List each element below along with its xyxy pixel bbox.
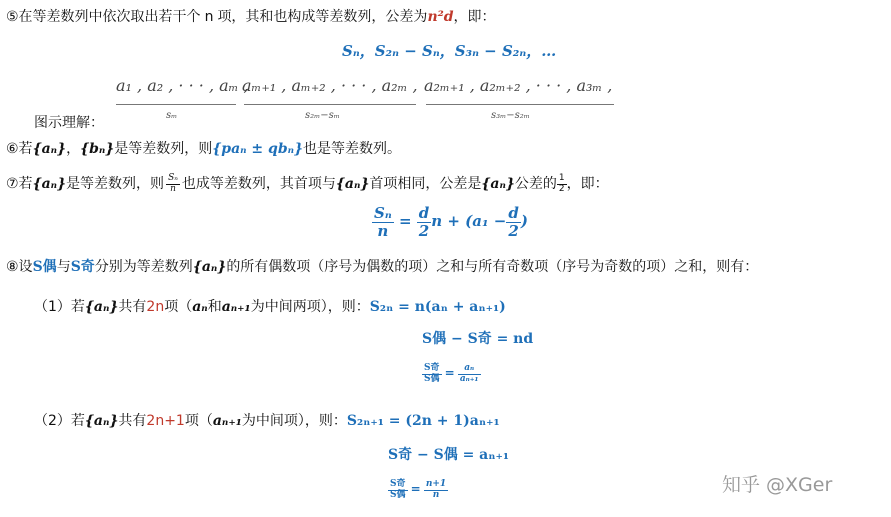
sequence-a: {aₙ} xyxy=(32,176,67,192)
diagram-label: 图示理解： xyxy=(34,115,104,131)
property-7-line xyxy=(6,173,609,194)
sequence-a: {aₙ} xyxy=(335,176,370,192)
term-group-1: a₁ , a₂ , · · · , aₘ , xyxy=(116,76,249,95)
property-7-suffix: ，即： xyxy=(566,176,609,192)
property-5-formula: Sₙ，S₂ₙ − Sₙ，S₃ₙ − S₂ₙ，… xyxy=(342,42,557,60)
property-5-prefix: ⑤在等差数列中依次取出若干个 xyxy=(6,9,201,25)
property-7-mid1: 是等差数列，则 xyxy=(66,176,165,192)
case-2-formula-ratio: $\frac{\text{S奇}}{\text{S偶}}$ = $\frac{n+1}{n}$ xyxy=(390,479,447,500)
property-6-mid: 是等差数列，则 xyxy=(114,141,213,157)
sum-odd-symbol: S奇 xyxy=(70,259,95,275)
property-5-line xyxy=(6,6,496,26)
property-7-prefix: ⑦若 xyxy=(6,176,33,192)
case-2-line: （2）若{aₙ}共有2n+1项（aₙ₊₁为中间项），则：S₂ₙ₊₁ = (2n + 1)aₙ₊₁ xyxy=(34,413,500,429)
term-group-2: aₘ₊₁ , aₘ₊₂ , · · · , a₂ₘ , xyxy=(242,76,418,95)
case-2-term-count: 2n+1 xyxy=(146,413,185,429)
case-1-formula-ratio: $\frac{\text{S奇}}{\text{S偶}}$ = $\frac{\text{aₙ}}{\text{aₙ₊₁}}$ xyxy=(424,363,479,384)
half-fraction: $\frac{1}{2}$ xyxy=(558,172,565,194)
property-6-line xyxy=(6,138,401,158)
underbrace-label-3: s₃ₘ−s₂ₘ xyxy=(491,110,530,121)
property-5-common-difference: n²d xyxy=(427,9,454,25)
property-6-prefix: ⑥若 xyxy=(6,141,33,157)
watermark: 知乎 @XGer xyxy=(722,474,833,496)
property-6-sep: ， xyxy=(66,141,81,157)
term-group-3: a₂ₘ₊₁ , a₂ₘ₊₂ , · · · , a₃ₘ , xyxy=(424,76,613,95)
case-1-formula-difference: S偶 − S奇 = nd xyxy=(422,331,534,347)
property-5-suffix: ，即： xyxy=(453,9,496,25)
sequence-a: {aₙ} xyxy=(481,176,515,192)
sequence-b: {bₙ} xyxy=(80,141,115,157)
underbrace-label-1: sₘ xyxy=(166,110,178,121)
case-1-formula-sum: S₂ₙ = n(aₙ + aₙ₊₁) xyxy=(369,299,506,315)
property-8-mid: 分别为等差数列 xyxy=(94,259,193,275)
underbrace-2 xyxy=(244,98,416,105)
underbrace-3 xyxy=(426,98,614,105)
property-8-line xyxy=(6,256,758,276)
property-5-mid: 项，其和也构成等差数列，公差为 xyxy=(217,9,428,25)
sum-even-symbol: S偶 xyxy=(32,259,57,275)
property-8-with: 与 xyxy=(56,259,71,275)
property-6-suffix: 也是等差数列。 xyxy=(303,141,402,157)
case-1-term-count: 2n xyxy=(146,299,165,315)
case-2-formula-difference: S奇 − S偶 = aₙ₊₁ xyxy=(388,447,510,463)
property-7-mid4: 公差的 xyxy=(514,176,557,192)
case-2-formula-sum: S₂ₙ₊₁ = (2n + 1)aₙ₊₁ xyxy=(346,413,500,429)
underbrace-label-2: s₂ₘ−sₘ xyxy=(305,110,340,121)
sequence-a: {aₙ} xyxy=(32,141,67,157)
property-7-mid2: 也成等差数列，其首项与 xyxy=(181,176,336,192)
property-6-expression: {paₙ ± qbₙ} xyxy=(212,141,304,157)
sequence-a: {aₙ} xyxy=(192,259,227,275)
sn-over-n-fraction: $\frac{\text{Sₙ}}{n}$ xyxy=(168,172,178,194)
property-7-mid3: 首项相同，公差是 xyxy=(369,176,482,192)
underbrace-1 xyxy=(116,98,236,105)
property-8-suffix: 的所有偶数项（序号为偶数的项）之和与所有奇数项（序号为奇数的项）之和，则有： xyxy=(226,259,759,275)
property-7-formula: $\frac{\text{Sₙ}}{n}$ = $\frac{d}{2}$ n + (a₁ − $\frac{d}{2}$ ) xyxy=(374,204,528,240)
property-5-n: n xyxy=(204,9,214,25)
property-8-prefix: ⑧设 xyxy=(6,259,33,275)
case-1-line: （1）若{aₙ}共有2n项（aₙ和aₙ₊₁为中间两项），则：S₂ₙ = n(aₙ + aₙ₊₁) xyxy=(34,299,506,315)
